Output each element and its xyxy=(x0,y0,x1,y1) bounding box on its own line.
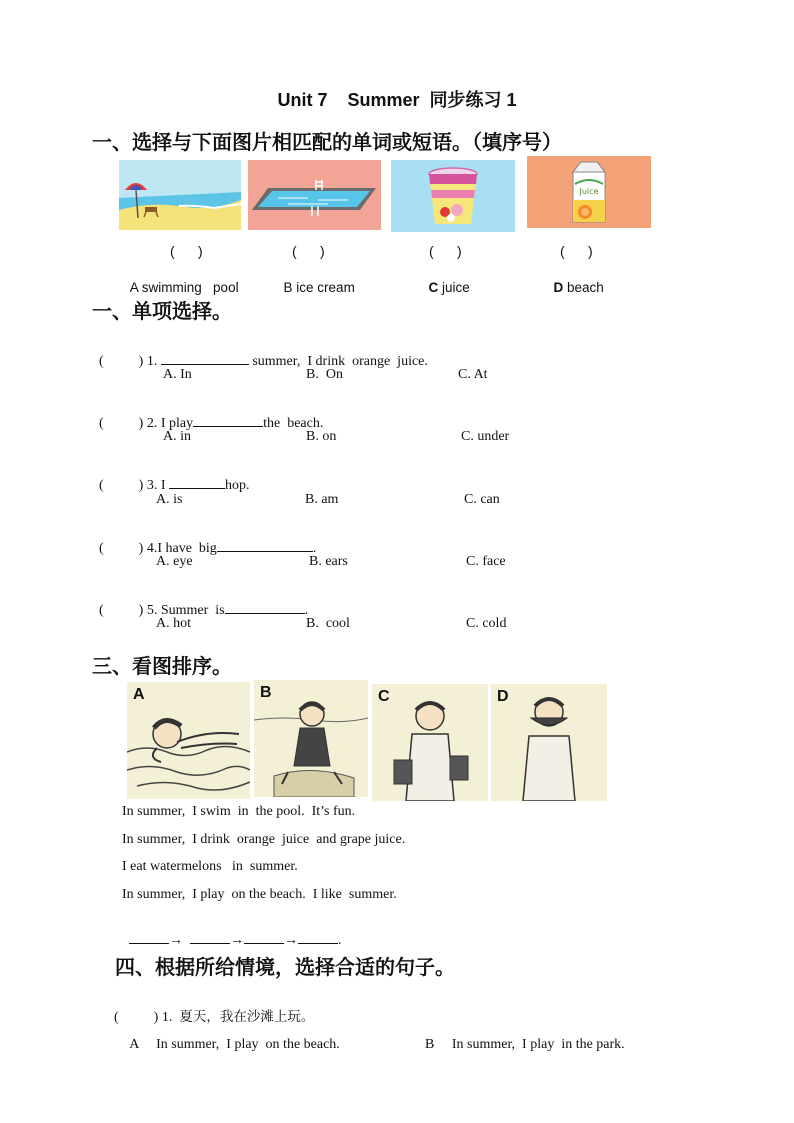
sequence-sentence-1: In summer, I swim in the pool. It’s fun. xyxy=(122,804,356,819)
question-paren: ( ) 3. xyxy=(99,478,158,493)
situation-prompt: 夏天，我在沙滩上玩。 xyxy=(179,1009,315,1025)
option-letter: B xyxy=(425,1037,435,1052)
order-blank-2[interactable] xyxy=(190,931,230,944)
scene-c-picture xyxy=(372,684,488,801)
q5-option-c: C. cold xyxy=(466,616,507,631)
scene-a-picture xyxy=(127,682,250,799)
q4-option-c: C. face xyxy=(466,554,506,569)
q4-option-b: B. ears xyxy=(309,554,348,569)
order-blank-4[interactable] xyxy=(298,931,338,944)
pool-picture xyxy=(248,160,381,230)
question-pre: I play xyxy=(160,416,194,431)
choice-letter: B xyxy=(283,280,293,295)
question-paren: ( ) 4. xyxy=(99,541,158,556)
choice-letter: C xyxy=(428,280,439,295)
match-bracket-1: ( ) xyxy=(170,243,203,259)
q2-option-c: C. under xyxy=(461,429,510,444)
sequence-sentence-4: In summer, I play on the beach. I like summer. xyxy=(122,887,397,902)
question-post: hop. xyxy=(225,478,250,493)
question-2 xyxy=(92,398,323,432)
q2-option-b: B. on xyxy=(306,429,337,444)
choice-b xyxy=(276,265,355,295)
juice-picture xyxy=(527,156,651,228)
order-arrow: → xyxy=(230,933,244,948)
scene-letter-c: C xyxy=(378,688,390,705)
title-topic: Summer xyxy=(347,90,420,110)
choice-text: swimming pool xyxy=(141,280,239,295)
option-letter: A xyxy=(129,1037,139,1052)
section2-heading: 一、单项选择。 xyxy=(92,299,232,323)
section3-heading: 三、看图排序。 xyxy=(92,654,232,678)
order-blank-3[interactable] xyxy=(244,931,284,944)
question-post: . xyxy=(312,541,317,556)
order-end: . xyxy=(338,933,342,948)
question-paren: ( ) 5. xyxy=(99,603,158,618)
scene-b-picture xyxy=(254,680,368,797)
choice-text: juice xyxy=(442,280,470,295)
icecream-picture xyxy=(391,160,515,232)
question-pre: Summer is xyxy=(160,603,225,618)
option-text: In summer, I play in the park. xyxy=(451,1037,625,1052)
question-5 xyxy=(92,585,308,619)
q3-option-b: B. am xyxy=(305,492,339,507)
question-pre: I xyxy=(160,478,169,493)
q1-option-a: A. In xyxy=(163,367,192,382)
order-blank-1[interactable] xyxy=(129,931,169,944)
beach-picture xyxy=(119,160,241,230)
order-arrow: → xyxy=(169,933,183,948)
option-text: In summer, I play on the beach. xyxy=(156,1037,340,1052)
answer-blank[interactable] xyxy=(193,414,263,427)
q3-option-a: A. is xyxy=(156,492,183,507)
answer-blank[interactable] xyxy=(217,539,313,552)
q3-option-c: C. can xyxy=(464,492,500,507)
question-paren: ( ) 1. xyxy=(114,1010,173,1025)
scene-letter-b: B xyxy=(260,684,272,701)
choice-text: ice cream xyxy=(296,280,355,295)
situation-option-a xyxy=(123,1021,340,1053)
answer-blank[interactable] xyxy=(169,476,225,489)
page-title xyxy=(0,86,794,112)
question-post: . xyxy=(304,603,309,618)
sequence-sentence-3: I eat watermelons in summer. xyxy=(122,859,298,874)
q5-option-a: A. hot xyxy=(156,616,191,631)
title-suffix: 同步练习 1 xyxy=(429,90,517,110)
order-answer-row xyxy=(122,915,342,949)
match-bracket-3: ( ) xyxy=(429,243,462,259)
q4-option-a: A. eye xyxy=(156,554,193,569)
order-arrow: → xyxy=(284,933,298,948)
q5-option-b: B. cool xyxy=(306,616,350,631)
section4-heading: 四、根据所给情境，选择合适的句子。 xyxy=(115,955,455,979)
question-paren: ( ) 2. xyxy=(99,416,158,431)
question-pre: I have big xyxy=(157,541,217,556)
match-bracket-2: ( ) xyxy=(292,243,325,259)
scene-d-picture xyxy=(491,684,607,801)
section1-heading: 一、选择与下面图片相匹配的单词或短语。（填序号） xyxy=(92,130,562,154)
question-paren: ( ) 1. xyxy=(99,354,158,369)
q2-option-a: A. in xyxy=(163,429,191,444)
question-1 xyxy=(92,336,428,370)
q1-option-c: C. At xyxy=(458,367,488,382)
situation-option-b xyxy=(418,1021,625,1053)
choice-a xyxy=(123,265,239,295)
title-unit: Unit 7 xyxy=(277,90,328,110)
sequence-sentence-2: In summer, I drink orange juice and grape juice. xyxy=(122,832,406,847)
answer-blank[interactable] xyxy=(225,601,305,614)
question-4 xyxy=(92,523,316,557)
juice-carton-label: Juice xyxy=(579,187,599,196)
choice-c xyxy=(421,265,470,295)
choice-text: beach xyxy=(567,280,604,295)
answer-blank[interactable] xyxy=(161,352,249,365)
choice-letter: D xyxy=(553,280,564,295)
scene-letter-a: A xyxy=(133,686,145,703)
question-post: the beach. xyxy=(263,416,324,431)
choice-letter: A xyxy=(129,280,139,295)
question-post: summer, I drink orange juice. xyxy=(248,354,428,369)
scene-letter-d: D xyxy=(497,688,509,705)
choice-d xyxy=(546,265,604,295)
question-3 xyxy=(92,460,250,494)
q1-option-b: B. On xyxy=(306,367,343,382)
match-bracket-4: ( ) xyxy=(560,243,593,259)
